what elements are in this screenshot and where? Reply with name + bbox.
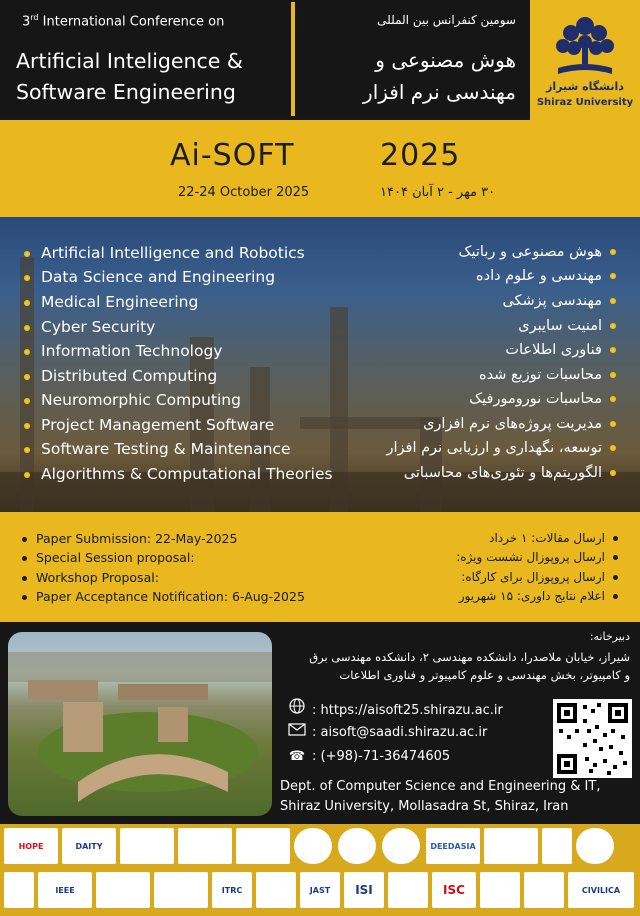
sponsor-logo: ISC xyxy=(432,872,476,908)
sponsor-logo xyxy=(178,828,232,864)
deadline-en: Paper Submission: 22-May-2025 xyxy=(22,531,237,546)
header xyxy=(0,0,640,120)
phone-number[interactable]: ☎ : (+98)-71-36474605 xyxy=(286,749,450,764)
sponsor-logo xyxy=(96,872,150,908)
globe-icon xyxy=(286,698,308,718)
topic-en: Distributed Computing xyxy=(24,367,217,385)
website-link[interactable]: : https://aisoft25.shirazu.ac.ir xyxy=(286,698,503,718)
event-band xyxy=(0,120,640,217)
campus-illustration xyxy=(8,632,272,816)
sponsors-strip xyxy=(0,824,640,916)
deadline-fa: ارسال پروپوزال نشست ویژه: xyxy=(456,550,618,564)
sponsor-logo: JAST xyxy=(300,872,340,908)
sponsor-logo xyxy=(120,828,174,864)
university-logo xyxy=(530,0,640,120)
topic-fa: مهندسی پزشکی xyxy=(502,293,616,309)
sponsor-logo xyxy=(382,828,420,864)
sponsor-logo xyxy=(388,872,428,908)
phone-icon: ☎ xyxy=(288,749,306,764)
event-date-fa: ۳۰ مهر - ۲ آبان ۱۴۰۴ xyxy=(380,185,496,200)
sponsor-logo xyxy=(484,828,538,864)
conference-title-en: Artificial Inteligence & Software Engineering xyxy=(16,49,243,104)
sponsor-logo xyxy=(542,828,572,864)
topic-en: Medical Engineering xyxy=(24,293,198,311)
event-year: 2025 xyxy=(380,138,461,173)
header-divider xyxy=(291,2,295,116)
topic-fa: مدیریت پروژه‌های نرم افزاری xyxy=(423,416,616,432)
sponsor-logo: ITRC xyxy=(212,872,252,908)
event-brand: Ai-SOFT xyxy=(170,138,295,173)
deadline-fa: اعلام نتایج داوری: ۱۵ شهریور xyxy=(459,589,618,603)
sponsor-logo: IEEE xyxy=(38,872,92,908)
topic-fa: مهندسی و علوم داده xyxy=(476,268,616,284)
sponsor-logo: DEEDASIA xyxy=(426,828,480,864)
sponsor-logo xyxy=(236,828,290,864)
qr-code[interactable] xyxy=(553,699,632,778)
university-emblem-icon xyxy=(530,0,640,96)
topic-en: Software Testing & Maintenance xyxy=(24,440,291,458)
conference-label-fa: سومین کنفرانس بین المللی xyxy=(377,13,516,27)
topic-fa: فناوری اطلاعات xyxy=(505,342,616,358)
topic-en: Neuromorphic Computing xyxy=(24,391,241,409)
sponsor-logo: ISI xyxy=(344,872,384,908)
qr-code-icon xyxy=(553,699,632,778)
sponsor-logo xyxy=(294,828,332,864)
topic-en: Information Technology xyxy=(24,342,222,360)
sponsor-logo xyxy=(154,872,208,908)
university-name: Shiraz University xyxy=(536,97,634,108)
department-address: Dept. of Computer Science and Engineering & IT, Shiraz University, Mollasadra St, Shiraz, Iran xyxy=(280,779,601,814)
topic-fa: الگوریتم‌ها و تئوری‌های محاسباتی xyxy=(404,465,616,481)
sponsor-logo xyxy=(524,872,564,908)
secretariat-label: دبیرخانه: xyxy=(589,630,630,643)
event-date-en: 22-24 October 2025 xyxy=(178,185,310,200)
sponsor-logo: CIVILICA xyxy=(568,872,634,908)
topic-fa: محاسبات توزیع شده xyxy=(479,367,616,383)
deadline-fa: ارسال مقالات: ۱ خرداد xyxy=(489,531,618,545)
topic-en: Data Science and Engineering xyxy=(24,268,275,286)
email-link[interactable]: : aisoft@saadi.shirazu.ac.ir xyxy=(286,723,487,740)
topic-en: Cyber Security xyxy=(24,318,155,336)
topic-fa: محاسبات نورومورفیک xyxy=(469,391,616,407)
deadline-en: Paper Acceptance Notification: 6-Aug-2025 xyxy=(22,589,305,604)
topic-en: Artificial Intelligence and Robotics xyxy=(24,244,305,262)
sponsor-logo: DAITY xyxy=(62,828,116,864)
topic-fa: توسعه، نگهداری و ارزیابی نرم افزار xyxy=(386,440,616,456)
topic-fa: امنیت سایبری xyxy=(518,318,616,334)
sponsor-logo: HOPE xyxy=(4,828,58,864)
sponsor-logo xyxy=(4,872,34,908)
campus-photo xyxy=(8,632,272,816)
deadline-en: Special Session proposal: xyxy=(22,550,195,565)
ruin-lintel xyxy=(300,417,440,429)
deadline-en: Workshop Proposal: xyxy=(22,570,159,585)
topic-en: Algorithms & Computational Theories xyxy=(24,465,333,483)
conference-label-en: 3rd International Conference on xyxy=(22,13,225,30)
topic-en: Project Management Software xyxy=(24,416,274,434)
conference-title-fa: هوش مصنوعی و مهندسی نرم افزار xyxy=(363,48,516,104)
secretariat-address: شیراز، خیابان ملاصدرا، دانشکده مهندسی ۲، دانشکده مهندسی برق و کامپیوتر، بخش مهندسی و علوم کامپیوتر و فناوری اطلاعات xyxy=(309,650,630,682)
svg-text:دانشگاه شیراز: دانشگاه شیراز xyxy=(546,80,624,93)
sponsor-logo xyxy=(256,872,296,908)
deadline-fa: ارسال پروپوزال برای کارگاه: xyxy=(461,570,618,584)
mail-icon xyxy=(286,723,308,740)
deadlines-section xyxy=(0,512,640,622)
sponsor-logo xyxy=(576,828,614,864)
sponsor-logo xyxy=(338,828,376,864)
sponsor-logo xyxy=(480,872,520,908)
topic-fa: هوش مصنوعی و رباتیک xyxy=(459,244,616,260)
